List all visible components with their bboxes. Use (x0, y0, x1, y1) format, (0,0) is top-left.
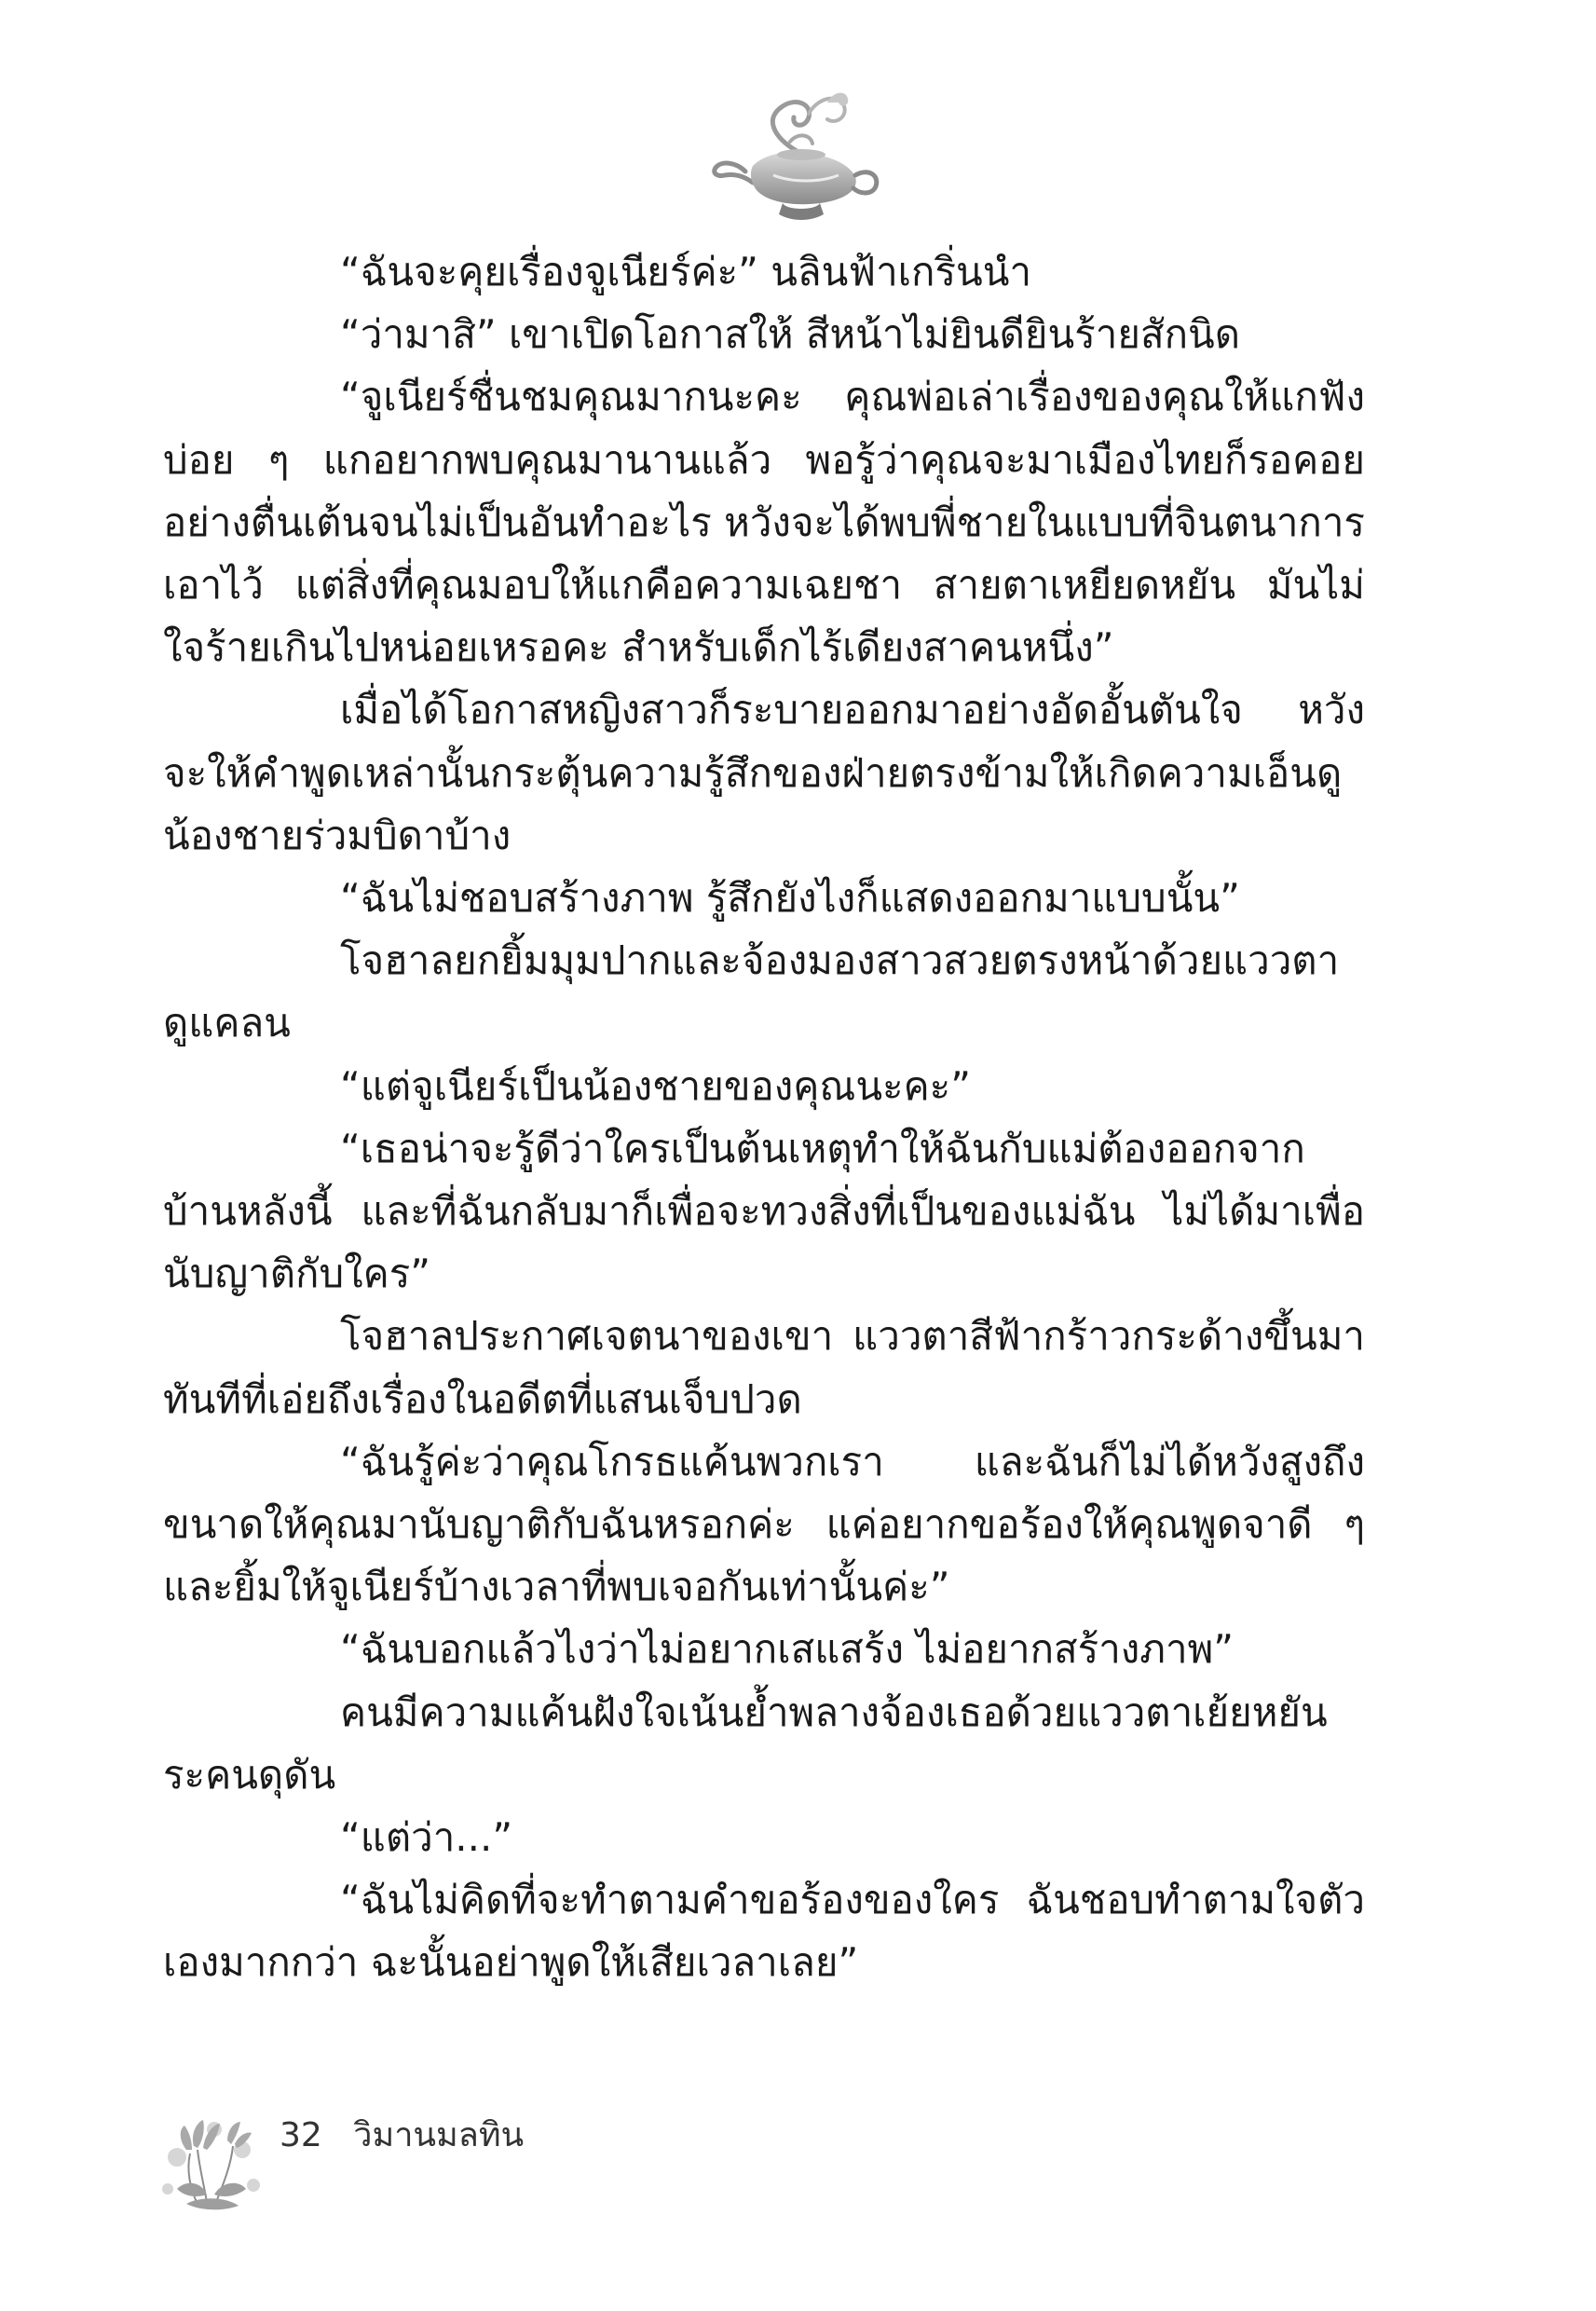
paragraph: “แต่จูเนียร์เป็นน้องชายของคุณนะคะ” (340, 1062, 972, 1109)
paragraph: “ฉันไม่ชอบสร้างภาพ รู้สึกยังไงก็แสดงออกมาแบบนั้น” (340, 875, 1240, 922)
paragraph: “เธอน่าจะรู้ดีว่าใครเป็นต้นเหตุทำให้ฉันกับแม่ต้องออกจากบ้านหลังนี้ และที่ฉันกลับมาก็เพื่อจะทวงสิ่งที่เป็นของแม่ฉัน ไม่ได้มาเพื่อนับญาติกับใคร” (163, 1125, 1365, 1297)
paragraph: “ฉันจะคุยเรื่องจูเนียร์ค่ะ” นลินฟ้าเกริ่นนำ (340, 249, 1032, 294)
genie-lamp-icon (708, 86, 885, 226)
paragraph: โจฮาลประกาศเจตนาของเขา แววตาสีฟ้ากร้าวกระด้างขึ้นมาทันทีที่เอ่ยถึงเรื่องในอดีตที่แสนเจ็บปวด (163, 1313, 1365, 1422)
paragraph: “จูเนียร์ชื่นชมคุณมากนะคะ คุณพ่อเล่าเรื่องของคุณให้แกฟังบ่อย ๆ แกอยากพบคุณมานานแล้ว พอรู้ว่าคุณจะมาเมืองไทยก็รอคอยอย่างตื่นเต้นจนไม่เป็นอันทำอะไร หวังจะได้พบพี่ชายในแบบที่จินตนาการเอาไว้ แต่สิ่งที่คุณมอบให้แกคือความเฉยชา สายตาเหยียดหยัน มันไม่ใจร้ายเกินไปหน่อยเหรอคะ สำหรับเด็กไร้เดียงสาคนหนึ่ง” (163, 374, 1365, 671)
paragraph: เมื่อได้โอกาสหญิงสาวก็ระบายออกมาอย่างอัดอั้นตันใจ หวังจะให้คำพูดเหล่านั้นกระตุ้นความรู้สึกของฝ่ายตรงข้ามให้เกิดความเอ็นดูน้องชายร่วมบิดาบ้าง (163, 687, 1365, 858)
page-footer (280, 2108, 524, 2161)
paragraph: “ว่ามาสิ” เขาเปิดโอกาสให้ สีหน้าไม่ยินดียินร้ายสักนิด (340, 311, 1240, 358)
paragraph: “ฉันไม่คิดที่จะทำตามคำขอร้องของใคร ฉันชอบทำตามใจตัวเองมากกว่า ฉะนั้นอย่าพูดให้เสียเวลาเลย” (163, 1877, 1365, 1986)
paragraph: โจฮาลยกยิ้มมุมปากและจ้องมองสาวสวยตรงหน้าด้วยแววตาดูแคลน (163, 937, 1340, 1046)
paragraph: “ฉันบอกแล้วไงว่าไม่อยากเสแสร้ง ไม่อยากสร้างภาพ” (340, 1626, 1235, 1673)
paragraph: “ฉันรู้ค่ะว่าคุณโกรธแค้นพวกเรา และฉันก็ไม่ได้หวังสูงถึงขนาดให้คุณมานับญาติกับฉันหรอกค่ะ แค่อยากขอร้องให้คุณพูดจาดี ๆ และยิ้มให้จูเนียร์บ้างเวลาที่พบเจอกันเท่านั้นค่ะ” (163, 1438, 1365, 1610)
book-title: วิมานมลทิน (353, 2116, 525, 2154)
page-number: 32 (280, 2116, 322, 2154)
paragraph: “แต่ว่า...” (340, 1814, 513, 1861)
lotus-flowers-icon (149, 2092, 275, 2218)
story-text (163, 240, 1365, 1994)
paragraph: คนมีความแค้นฝังใจเน้นย้ำพลางจ้องเธอด้วยแววตาเย้ยหยันระคนดุดัน (163, 1689, 1328, 1798)
